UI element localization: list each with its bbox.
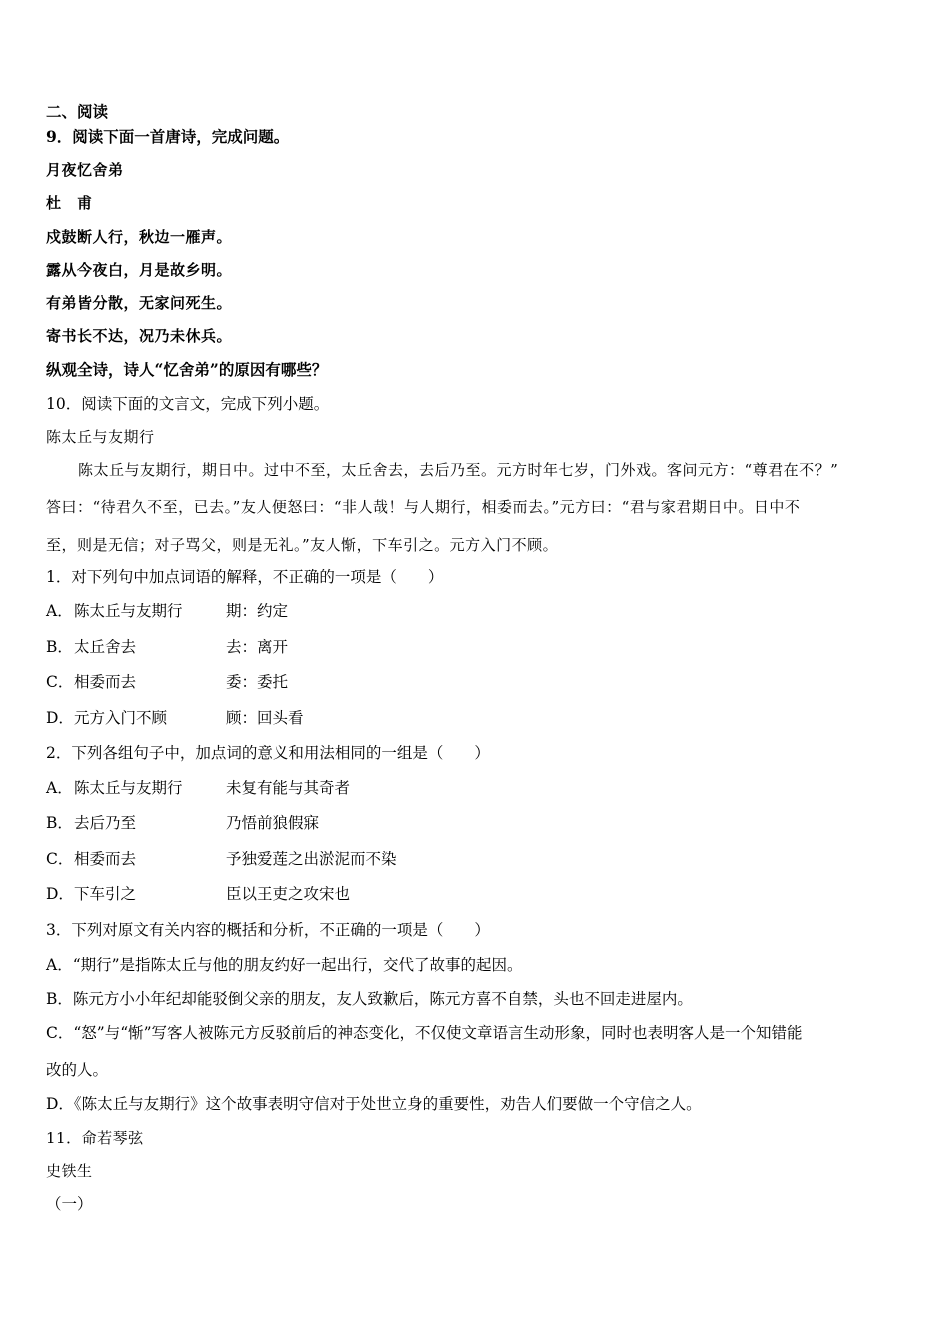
poem-author: 杜 甫 [46,194,93,212]
sub3-option-a: A．“期行”是指陈太丘与他的朋友约好一起出行，交代了故事的起因。 [46,956,523,974]
q11-author: 史铁生 [46,1162,93,1180]
sub3-option-c-line-2: 改的人。 [46,1061,109,1079]
option-gloss: 顾：回头看 [226,709,304,727]
option-letter: D． [46,885,74,903]
section-heading: 二、阅读 [46,102,109,121]
option-gloss: 期：约定 [226,602,289,620]
sub3-option-c-line-1: C．“怒”与“惭”写客人被陈元方反驳前后的神态变化，不仅使文章语言生动形象，同时也表明客人是一个知错能 [46,1024,803,1042]
poem-line-2: 露从今夜白，月是故乡明。 [46,261,233,279]
q9-prompt: 9．阅读下面一首唐诗，完成问题。 [46,127,290,146]
passage-line-1: 陈太丘与友期行，期日中。过中不至，太丘舍去，去后乃至。元方时年七岁，门外戏。客问元方：“尊君在不？” [78,461,839,479]
option-gloss: 臣以王吏之攻宋也 [226,885,351,903]
option-letter: B． [46,638,73,656]
passage-line-3: 至，则是无信；对子骂父，则是无礼。”友人惭，下车引之。元方入门不顾。 [46,536,559,554]
poem-line-3: 有弟皆分散，无家问死生。 [46,294,233,312]
option-text: 下车引之 [74,885,137,903]
option-text: 去后乃至 [74,814,137,832]
option-gloss: 未复有能与其奇者 [226,779,351,797]
option-text: 太丘舍去 [74,638,137,656]
text-title: 陈太丘与友期行 [46,428,155,446]
q10-prompt: 10．阅读下面的文言文，完成下列小题。 [46,395,330,413]
poem-line-4: 寄书长不达，况乃未休兵。 [46,327,233,345]
option-gloss: 去：离开 [226,638,289,656]
option-text: 相委而去 [74,850,137,868]
sub1-stem: 1．对下列句中加点词语的解释，不正确的一项是（ ） [46,568,444,586]
sub3-stem: 3．下列对原文有关内容的概括和分析，不正确的一项是（ ） [46,921,490,939]
option-text: 陈太丘与友期行 [74,602,183,620]
option-letter: C． [46,673,74,691]
q11-part: （一） [46,1195,93,1213]
option-gloss: 委：委托 [226,673,289,691]
sub2-stem: 2．下列各组句子中，加点词的意义和用法相同的一组是（ ） [46,744,490,762]
option-letter: A． [46,779,73,797]
poem-title: 月夜忆舍弟 [46,161,124,179]
option-letter: C． [46,850,74,868]
option-text: 元方入门不顾 [74,709,168,727]
option-letter: B． [46,814,73,832]
option-text: 相委而去 [74,673,137,691]
sub3-option-d: D．《陈太丘与友期行》这个故事表明守信对于处世立身的重要性，劝告人们要做一个守信之人。 [46,1095,702,1113]
option-gloss: 予独爱莲之出淤泥而不染 [226,850,397,868]
option-letter: A． [46,602,73,620]
q9-question: 纵观全诗，诗人“忆舍弟”的原因有哪些？ [46,360,328,379]
option-gloss: 乃悟前狼假寐 [226,814,320,832]
option-text: 陈太丘与友期行 [74,779,183,797]
poem-line-1: 戍鼓断人行，秋边一雁声。 [46,228,233,246]
option-letter: D． [46,709,74,727]
q11-prompt: 11．命若琴弦 [46,1129,144,1147]
passage-line-2: 答曰：“待君久不至，已去。”友人便怒曰：“非人哉！与人期行，相委而去。”元方曰：“君与家君期日中。日中不 [46,498,801,516]
sub3-option-b: B．陈元方小小年纪却能驳倒父亲的朋友，友人致歉后，陈元方喜不自禁，头也不回走进屋内。 [46,990,693,1008]
